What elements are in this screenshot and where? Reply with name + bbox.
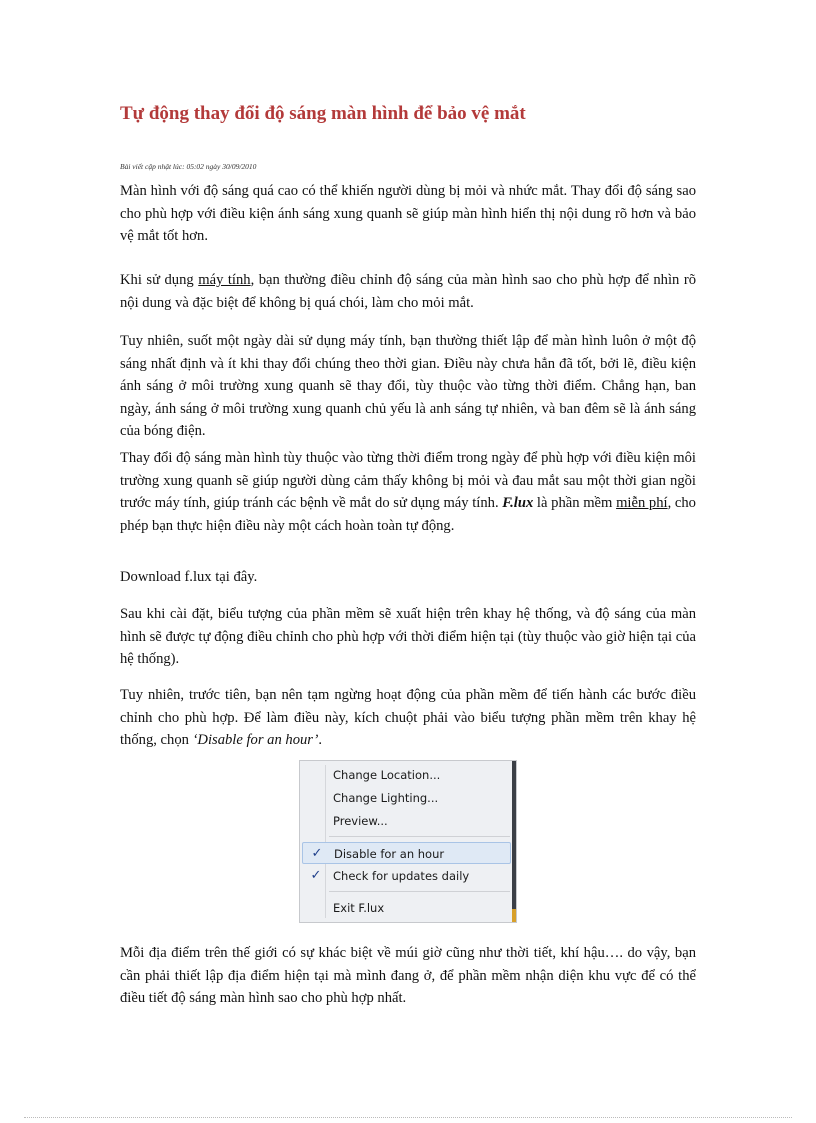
p4-text-before: Thay đổi độ sáng màn hình tùy thuộc vào từng thời điểm trong ngày để phù hợp với điều kiện môi trường xung quanh sẽ giúp người dùng cảm thấy không bị mỏi và đau mắt sau một thời gian ngồi trước máy tính, giúp tránh các bệnh về mắt do sử dụng máy tính. [120, 450, 696, 511]
check-icon: ✓ [311, 846, 323, 861]
desktop-edge [512, 761, 516, 922]
paragraph-2 [120, 269, 696, 314]
menu-item-check-updates[interactable] [302, 865, 511, 887]
brand-flux: F.lux [502, 495, 534, 511]
p2-text-after: , bạn thường điều chỉnh độ sáng của màn hình sao cho phù hợp để nhìn rõ nội dung và đặc biệt để không bị quá chói, làm cho mỏi mắt. [120, 272, 696, 311]
check-icon: ✓ [310, 868, 322, 883]
menu-item-disable-hour[interactable] [302, 842, 511, 864]
paragraph-6: Sau khi cài đặt, biểu tượng của phần mềm sẽ xuất hiện trên khay hệ thống, và độ sáng của màn hình sẽ được tự động điều chỉnh cho phù hợp với thời điểm hiện tại (tùy thuộc vào giờ hiện tại của hệ thống). [120, 606, 696, 667]
p4-text-middle: là phần mềm [533, 495, 617, 511]
p4-text-after: , cho phép bạn thực hiện điều này một cách hoàn toàn tự động. [120, 495, 696, 534]
quote-disable: ‘Disable for an hour’ [192, 732, 319, 748]
paragraph-8: Mỗi địa điểm trên thế giới có sự khác biệt về múi giờ cũng như thời tiết, khí hậu…. do vậy, bạn cần phải thiết lập địa điểm hiện tại mà mình đang ở, để phần mềm nhận diện khu vực để có thể điều tiết độ sáng màn hình sao cho phù hợp nhất. [120, 945, 696, 1006]
menu-item-label: Check for updates daily [333, 869, 470, 883]
menu-separator [329, 836, 510, 837]
menu-item-change-location[interactable]: Change Location... [333, 768, 441, 782]
paragraph-download[interactable]: Download f.lux tại đây. [120, 569, 258, 585]
paragraph-4 [120, 447, 696, 537]
p7-text-after: . [318, 732, 323, 748]
menu-item-label: Disable for an hour [334, 847, 445, 861]
flux-context-menu-screenshot [299, 760, 517, 923]
p2-text-before: Khi sử dụng [120, 272, 199, 288]
taskbar-accent [512, 909, 516, 922]
menu-item-exit[interactable]: Exit F.lux [333, 901, 385, 915]
menu-item-preview[interactable]: Preview... [333, 814, 388, 828]
menu-separator [329, 891, 510, 892]
paragraph-3: Tuy nhiên, suốt một ngày dài sử dụng máy tính, bạn thường thiết lập để màn hình luôn ở một độ sáng nhất định và ít khi thay đổi chúng theo thời gian. Điều này chưa hẳn đã tốt, bởi lẽ, điều kiện ánh sáng ở môi trường xung quanh sẽ thay đổi, tùy thuộc vào từng thời điểm. Chẳng hạn, ban ngày, ánh sáng ở môi trường xung quanh chủ yếu là anh sáng tự nhiên, và ban đêm sẽ là ánh sáng của bóng điện. [120, 333, 696, 439]
link-may-tinh[interactable]: máy tính [198, 272, 251, 288]
menu-item-change-lighting[interactable]: Change Lighting... [333, 791, 439, 805]
updated-timestamp: Bài viết cập nhật lúc: 05:02 ngày 30/09/2010 [120, 162, 257, 171]
paragraph-1: Màn hình với độ sáng quá cao có thể khiến người dùng bị mỏi và nhức mắt. Thay đổi độ sáng sao cho phù hợp với điều kiện ánh sáng xung quanh sẽ giúp màn hình hiển thị nội dung rõ hơn và bảo vệ mắt tốt hơn. [120, 183, 696, 244]
article-title: Tự động thay đổi độ sáng màn hình để bảo vệ mắt [120, 103, 526, 124]
page-footer-divider [24, 1117, 792, 1118]
link-mien-phi[interactable]: miễn phí [616, 495, 668, 511]
p7-text-before: Tuy nhiên, trước tiên, bạn nên tạm ngừng hoạt động của phần mềm để tiến hành các bước điều chỉnh cho phù hợp. Để làm điều này, kích chuột phải vào biểu tượng phần mềm trên khay hệ thống, chọn [120, 687, 696, 748]
paragraph-7 [120, 684, 696, 752]
